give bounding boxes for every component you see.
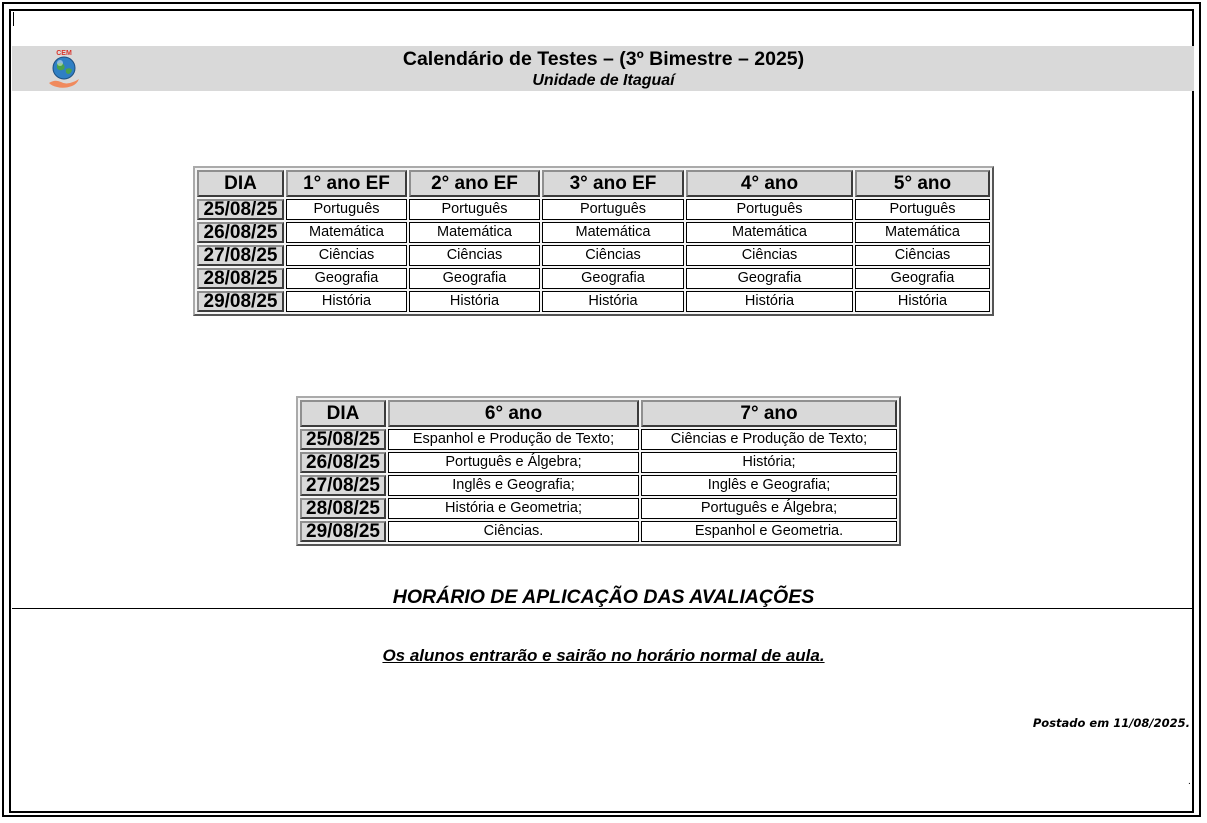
page-title: Calendário de Testes – (3º Bimestre – 2025) <box>402 48 805 70</box>
subject-cell: Ciências <box>686 245 853 266</box>
schedule-note: Os alunos entrarão e sairão no horário normal de aula. <box>382 646 825 665</box>
date-cell: 27/08/25 <box>300 475 386 496</box>
subject-cell: História; <box>641 452 897 473</box>
date-cell: 27/08/25 <box>197 245 284 266</box>
subject-cell: Ciências <box>855 245 990 266</box>
subject-cell: História e Geometria; <box>388 498 639 519</box>
subject-cell: Português <box>409 199 540 220</box>
table-row <box>300 475 897 496</box>
table-row <box>197 222 990 243</box>
table-header-row <box>300 400 897 427</box>
subject-cell: Ciências <box>286 245 407 266</box>
subject-cell: Matemática <box>855 222 990 243</box>
schedule-table-fundamental-ii <box>296 396 901 546</box>
subject-cell: Matemática <box>686 222 853 243</box>
subject-cell: Português <box>855 199 990 220</box>
column-header-2-ano: 2° ano EF <box>409 170 540 197</box>
subject-cell: Português <box>686 199 853 220</box>
date-cell: 25/08/25 <box>197 199 284 220</box>
table-row <box>300 521 897 542</box>
subject-cell: Espanhol e Geometria. <box>641 521 897 542</box>
column-header-day: DIA <box>300 400 386 427</box>
date-cell: 26/08/25 <box>300 452 386 473</box>
table-header-row <box>197 170 990 197</box>
subject-cell: Português <box>286 199 407 220</box>
subject-cell: História <box>686 291 853 312</box>
subject-cell: Ciências. <box>388 521 639 542</box>
subject-cell: Geografia <box>855 268 990 289</box>
column-header-6-ano: 6° ano <box>388 400 639 427</box>
column-header-3-ano: 3° ano EF <box>542 170 684 197</box>
subject-cell: Português e Álgebra; <box>388 452 639 473</box>
date-cell: 25/08/25 <box>300 429 386 450</box>
subject-cell: Português <box>542 199 684 220</box>
table-row <box>300 498 897 519</box>
date-cell: 26/08/25 <box>197 222 284 243</box>
date-cell: 29/08/25 <box>300 521 386 542</box>
subject-cell: Matemática <box>286 222 407 243</box>
table-row <box>197 245 990 266</box>
column-header-7-ano: 7° ano <box>641 400 897 427</box>
date-cell: 28/08/25 <box>300 498 386 519</box>
table-row <box>197 268 990 289</box>
subject-cell: Geografia <box>286 268 407 289</box>
subject-cell: Inglês e Geografia; <box>641 475 897 496</box>
subject-cell: Matemática <box>409 222 540 243</box>
table-row <box>300 429 897 450</box>
subject-cell: Português e Álgebra; <box>641 498 897 519</box>
column-header-4-ano: 4° ano <box>686 170 853 197</box>
subject-cell: Geografia <box>686 268 853 289</box>
subject-cell: Espanhol e Produção de Texto; <box>388 429 639 450</box>
date-cell: 28/08/25 <box>197 268 284 289</box>
subject-cell: História <box>542 291 684 312</box>
trailing-mark: . <box>1188 776 1191 787</box>
horizontal-rule <box>12 608 1194 609</box>
date-cell: 29/08/25 <box>197 291 284 312</box>
subject-cell: Inglês e Geografia; <box>388 475 639 496</box>
table-row <box>197 199 990 220</box>
subject-cell: Geografia <box>409 268 540 289</box>
subject-cell: Ciências e Produção de Texto; <box>641 429 897 450</box>
subject-cell: Geografia <box>542 268 684 289</box>
subject-cell: Ciências <box>409 245 540 266</box>
column-header-5-ano: 5° ano <box>855 170 990 197</box>
column-header-1-ano: 1° ano EF <box>286 170 407 197</box>
subject-cell: Ciências <box>542 245 684 266</box>
logo-text: CEM <box>56 50 72 57</box>
subject-cell: Matemática <box>542 222 684 243</box>
table-row <box>300 452 897 473</box>
page-subtitle: Unidade de Itaguaí <box>532 72 675 89</box>
posted-date: Postado em 11/08/2025. <box>1032 716 1190 730</box>
table-row <box>197 291 990 312</box>
text-cursor <box>13 12 14 26</box>
subject-cell: História <box>409 291 540 312</box>
column-header-day: DIA <box>197 170 284 197</box>
subject-cell: História <box>855 291 990 312</box>
schedule-table-ef <box>193 166 994 316</box>
section-title: HORÁRIO DE APLICAÇÃO DAS AVALIAÇÕES <box>392 586 815 608</box>
subject-cell: História <box>286 291 407 312</box>
